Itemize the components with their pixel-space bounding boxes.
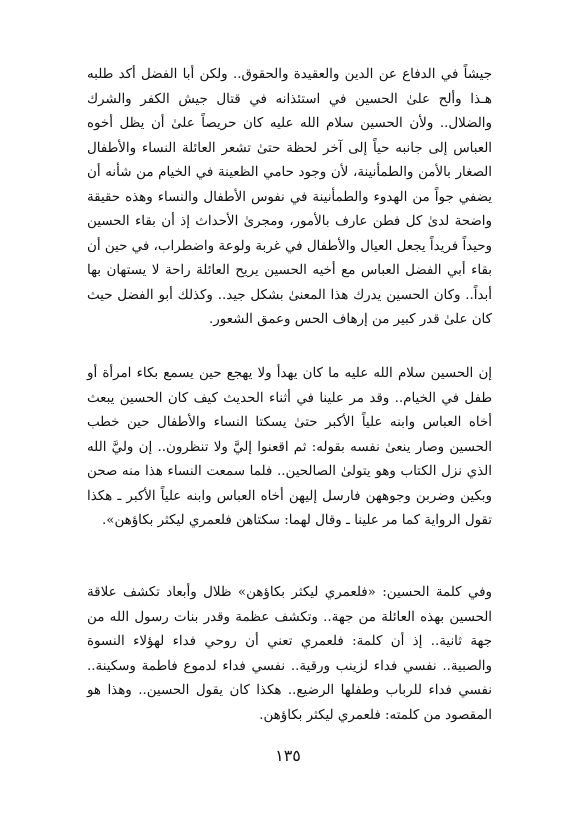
paragraph-3-text: وفي كلمة الحسين: «فلعمري ليكثر بكاؤهن» ظلال وأبعاد تكشف علاقة الحسين بهذه العائلة من جهة.. وتكشف عظمة وقدر بنات رسول الله من جهة ثانية.. إذ أن كلمة: فلعمري تعني أن روحي فداء لهؤلاء النسوة والصبية.. نفسي فداء لزينب ورقية.. نفسي فداء لدموع فاطمة وسكينة.. نفسي فداء للرباب وطفلها الرضيع.. هكذا كان يقول الحسين.. وهذا هو المقصود من كلمته: فلعمري ليكثر بكاؤهن. [87,585,492,723]
paragraph-2 [87,362,492,534]
page-number: ١٣٥ [275,746,301,765]
paragraph-1-text: جيشاً في الدفاع عن الدين والعقيدة والحقوق.. ولكن أبا الفضل أكد طلبه هـذا وألح علىٰ الحسين في استئذانه في قتال جيش الكفر والشرك والضلال.. ولأن الحسين سلام الله عليه كان حريصاً علىٰ أن يظل أخوه العباس إلى جانبه حياً إلى آخر لحظة حتىٰ تشعر العائلة النساء والأطفال الصغار بالأمن والطمأنينة، لأن وجود حامي الظعينة في الخيام من شأنه أن يضفي جواً من الهدوء والطمأنينة في نفوس الأطفال والنساء وهذه حقيقة واضحة لدىٰ كل فطن عارف بالأمور، ومجرىٰ الأحداث إذ أن بقاء الحسين وحيداً فريداً يجعل العيال والأطفال في غربة ولوعة واضطراب، في حين أن بقاء أبي الفضل العباس مع أخيه الحسين يريح العائلة راحة لا يستهان بها أبداً.. وكان الحسين يدرك هذا المعنىٰ بشكل جيد.. وكذلك أبو الفضل حيث كان علىٰ قدر كبير من إرهاف الحس وعمق الشعور. [87,67,492,327]
paragraph-2-text: إن الحسين سلام الله عليه ما كان يهدأ ولا يهجع حين يسمع بكاء امرأة أو طفل في الخيام.. وقد مر علينا في أثناء الحديث كيف كان الحسين يبعث أخاه العباس وابنه علياً الأكبر حتىٰ يسكتا النساء والأطفال حين خطب الحسين وصار ينعىٰ نفسه بقوله: ثم اقعنوا إليَّ ولا تنظرون.. إن وليَّ الله الذي نزل الكتاب وهو يتولىٰ الصالحين.. فلما سمعت النساء هذا منه صحن وبكين وضربن وجوههن فارسل إليهن أخاه العباس وابنه علياً الأكبر ـ هكذا تقول الرواية كما مر علينا ـ وقال لهما: سكتاهن فلعمري ليكثر بكاؤهن». [87,366,492,528]
paragraph-1 [87,63,492,333]
paragraph-3 [87,581,492,728]
